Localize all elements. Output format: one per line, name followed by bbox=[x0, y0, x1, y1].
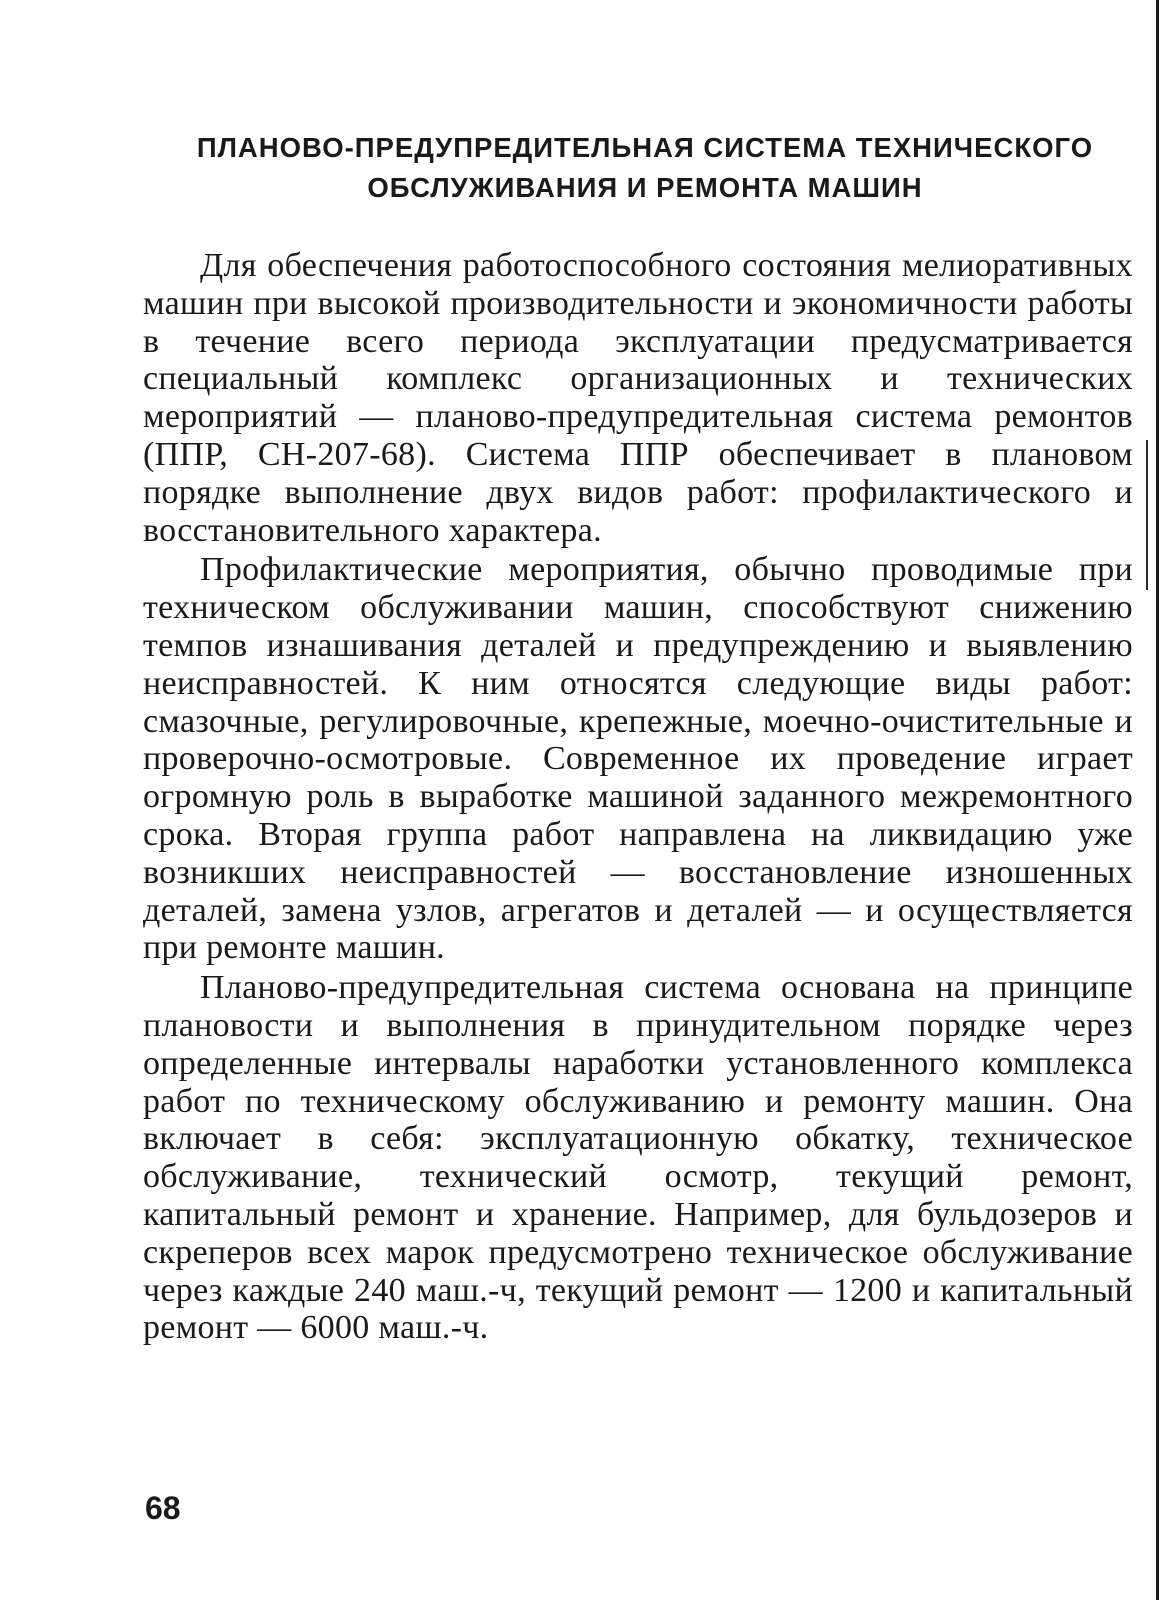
body-text bbox=[143, 247, 1133, 1349]
section-heading-line-1: ПЛАНОВО-ПРЕДУПРЕДИТЕЛЬНАЯ СИСТЕМА ТЕХНИЧЕСКОГО bbox=[196, 132, 1094, 163]
page-edge-mark bbox=[1146, 440, 1148, 590]
section-heading bbox=[150, 128, 1140, 208]
paragraph-2: Профилактические мероприятия, обычно проводимые при техническом обслуживании машин, способствуют снижению темпов изнашивания деталей и предупреждению и выявлению неисправностей. К ним относятся следующие виды работ: смазочные, регулировочные, крепежные, моечно-очистительные и проверочно-осмотровые. Современное их проведение играет огромную роль в выработке машиной заданного межремонтного срока. Вторая группа работ направлена на ликвидацию уже возникших неисправностей — восстановление изношенных деталей, замена узлов, агрегатов и деталей — и осуществляется при ремонте машин. bbox=[143, 551, 1133, 967]
paragraph-3: Планово-предупредительная система основана на принципе плановости и выполнения в принудительном порядке через определенные интервалы наработки установленного комплекса работ по техническому обслуживанию и ремонту машин. Она включает в себя: эксплуатационную обкатку, техническое обслуживание, технический осмотр, текущий ремонт, капитальный ремонт и хранение. Например, для бульдозеров и скреперов всех марок предусмотрено техническое обслуживание через каждые 240 маш.-ч, текущий ремонт — 1200 и капитальный ремонт — 6000 маш.-ч. bbox=[143, 969, 1133, 1347]
section-heading-line-2: ОБСЛУЖИВАНИЯ И РЕМОНТА МАШИН bbox=[367, 172, 923, 203]
page-edge-line bbox=[1156, 0, 1159, 1600]
page-number: 68 bbox=[145, 1490, 181, 1526]
paragraph-1: Для обеспечения работоспособного состояния мелиоративных машин при высокой производительности и экономичности работы в течение всего периода эксплуатации предусматривается специальный комплекс организационных и технических мероприятий — планово-предупредительная система ремонтов (ППР, СН-207-68). Система ППР обеспечивает в плановом порядке выполнение двух видов работ: профилактического и восстановительного характера. bbox=[143, 247, 1133, 549]
